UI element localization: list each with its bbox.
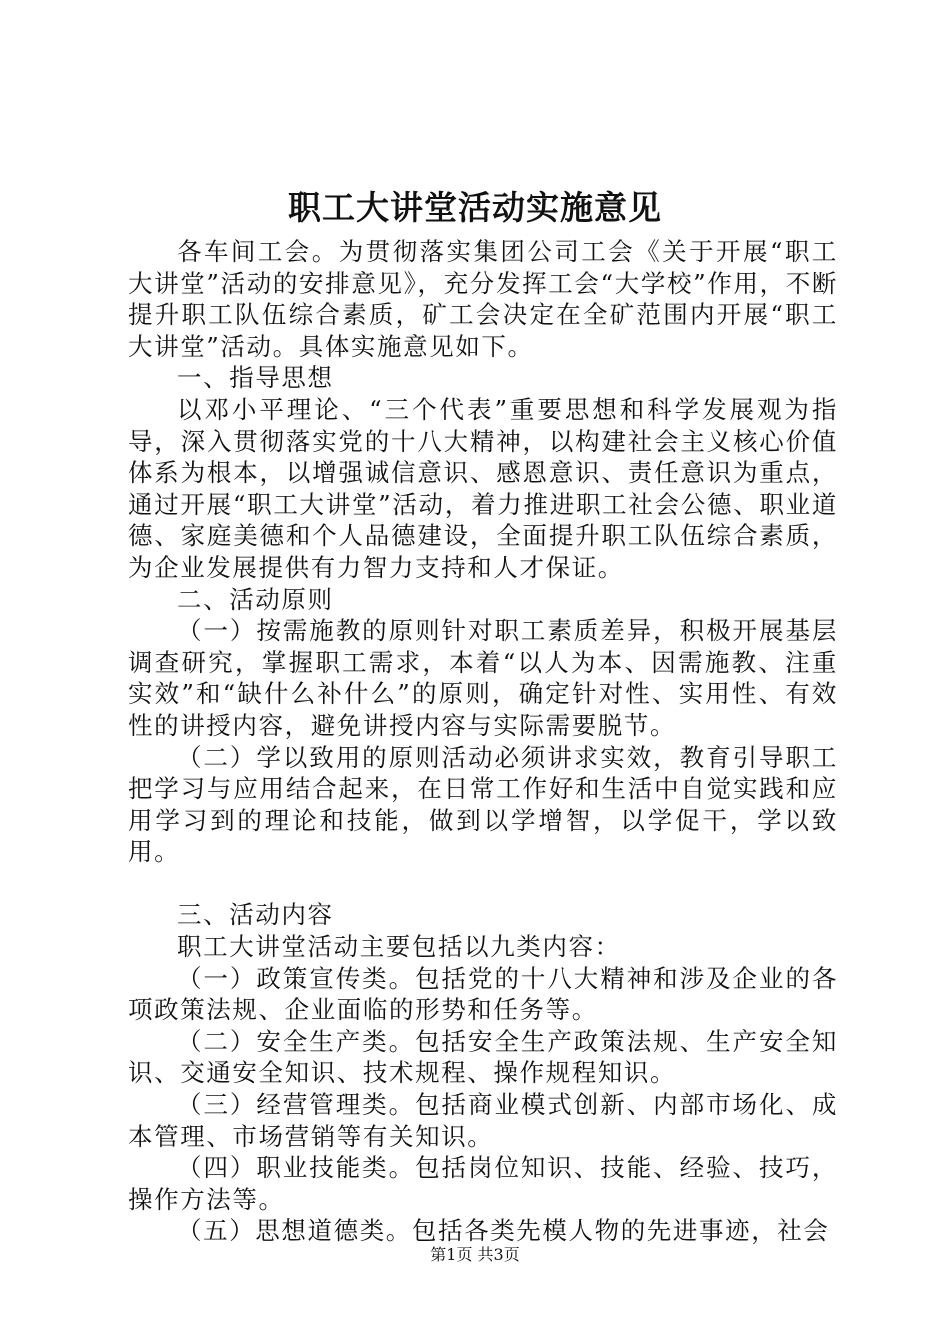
guiding-thought-paragraph: 以邓小平理论、“三个代表”重要思想和科学发展观为指导，深入贯彻落实党的十八大精神，以构建社会主义核心价值体系为根本，以增强诚信意识、感恩意识、责任意识为重点，通过开展“职工大讲堂”活动，着力推进职工社会公德、职业道德、家庭美德和个人品德建设，全面提升职工队伍综合素质，为企业发展提供有力智力支持和人才保证。 [128,394,838,582]
content-item-5: （五）思想道德类。包括各类先模人物的先进事迹，社会 [177,1216,830,1246]
blank-line [128,868,838,900]
content-intro-paragraph: 职工大讲堂活动主要包括以九类内容： [177,932,621,962]
section-heading-guiding-thought: 一、指导思想 [177,363,334,393]
document-body [128,236,838,1247]
content-item-4: （四）职业技能类。包括岗位知识、技能、经验、技巧，操作方法等。 [128,1153,838,1214]
content-item-2: （二）安全生产类。包括安全生产政策法规、生产安全知识、交通安全知识、技术规程、操作规程知识。 [128,1026,838,1088]
principle-1-paragraph: （一）按需施教的原则针对职工素质差异，积极开展基层调查研究，掌握职工需求，本着“以人为本、因需施教、注重实效”和“缺什么补什么”的原则，确定针对性、实用性、有效性的讲授内容，避免讲授内容与实际需要脱节。 [128,616,838,740]
content-item-1: （一）政策宣传类。包括党的十八大精神和涉及企业的各项政策法规、企业面临的形势和任务等。 [128,963,838,1025]
content-item-3: （三）经营管理类。包括商业模式创新、内部市场化、成本管理、市场营销等有关知识。 [128,1090,838,1151]
section-heading-content: 三、活动内容 [177,900,334,930]
document-title: 职工大讲堂活动实施意见 [288,188,662,227]
principle-2-paragraph: （二）学以致用的原则活动必须讲求实效，教育引导职工把学习与应用结合起来，在日常工作好和生活中自觉实践和应用学习到的理论和技能，做到以学增智，以学促干，学以致用。 [128,742,838,867]
section-heading-principles: 二、活动原则 [177,584,334,614]
intro-paragraph: 各车间工会。为贯彻落实集团公司工会《关于开展“职工大讲堂”活动的安排意见》，充分发挥工会“大学校”作用，不断提升职工队伍综合素质，矿工会决定在全矿范围内开展“职工大讲堂”活动。具体实施意见如下。 [128,237,838,361]
page-number-footer: 第1页 共3页 [430,1245,520,1264]
